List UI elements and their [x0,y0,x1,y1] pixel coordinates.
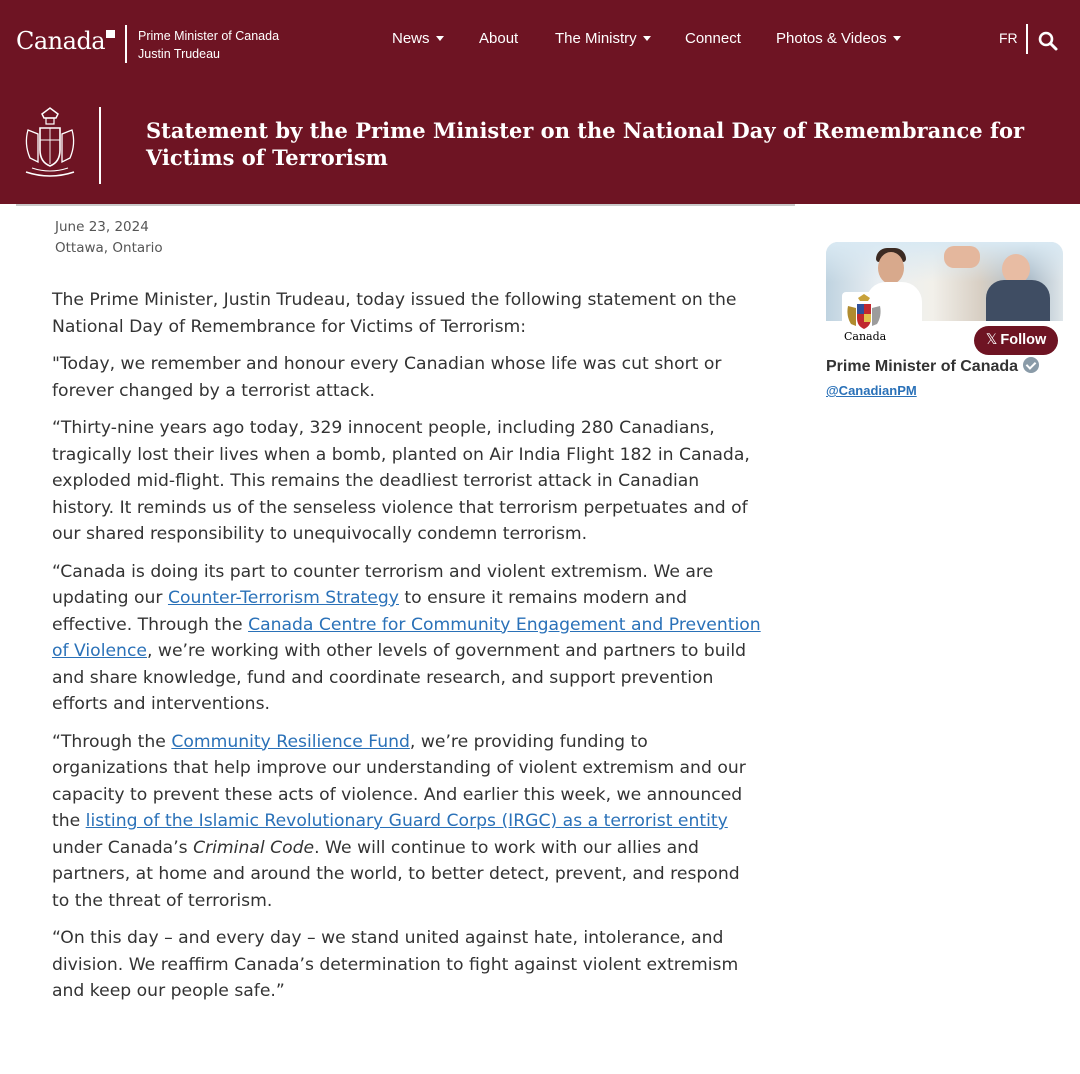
twitter-follow-button[interactable] [974,326,1058,355]
nav-ministry-label: The Ministry [555,30,637,47]
coat-of-arms-icon [842,292,886,332]
nav-about[interactable] [479,30,518,47]
article-body [52,287,762,1016]
crest-divider [99,107,101,184]
p5-text-c: under Canada’s [52,837,194,858]
nav-news[interactable] [392,30,444,47]
release-date: June 23, 2024 [55,219,149,235]
brand-divider [125,25,127,63]
office-line-1: Prime Minister of Canada [138,29,280,43]
p5-text-b: , we’re providing funding to organizations that help improve our understanding of violent extremism and our capacity to prevent these acts of violence. And earlier this week, we announced the [52,731,746,831]
dateline [55,217,163,259]
title-rule [16,204,795,206]
caret-down-icon [436,36,444,41]
coat-of-arms-icon [20,104,80,184]
twitter-account-name[interactable] [826,357,1039,376]
paragraph-5 [52,729,762,915]
community-resilience-fund-link[interactable]: Community Resilience Fund [171,731,410,752]
paragraph-3: “Thirty-nine years ago today, 329 innocent people, including 280 Canadians, tragically lost their lives when a bomb, planted on Air India Flight 182 in Canada, exploded mid-flight. This remains the deadliest terrorist attack in Canadian history. It reminds us of the senseless violence that terrorism perpetuates and of our shared responsibility to unequivocally condemn terrorism. [52,418,750,544]
office-line-2: Justin Trudeau [138,47,220,61]
language-toggle[interactable]: FR [999,30,1018,46]
x-logo-icon: 𝕏 [985,332,998,348]
paragraph-2: "Today, we remember and honour every Canadian whose life was cut short or forever changed by a terrorist attack. [52,354,722,401]
nav-about-label: About [479,30,519,47]
office-name[interactable] [138,27,279,63]
canada-wordmark-logo[interactable] [16,27,115,55]
search-icon [1037,30,1059,52]
verified-badge-icon [1023,357,1039,373]
counter-terrorism-strategy-link[interactable]: Counter-Terrorism Strategy [167,588,399,608]
nav-connect-label: Connect [685,30,741,47]
twitter-handle-link[interactable]: @CanadianPM [826,383,917,398]
search-button[interactable] [1037,30,1059,52]
wordmark-text: Canada [16,27,106,55]
nav-photos-videos[interactable] [776,30,901,47]
twitter-profile-card [826,242,1064,398]
lang-divider [1026,24,1028,54]
criminal-code-text: Criminal Code [193,837,315,858]
nav-connect[interactable] [685,30,741,47]
canada-centre-link[interactable]: Canada Centre for Community Engagement and Prevention of Violence [52,614,761,661]
p4-text-a: “Canada is doing its part to counter terrorism and violent extremism. We are updating our [52,561,714,608]
irgc-listing-link[interactable]: listing of the Islamic Revolutionary Guard Corps (IRGC) as a terrorist entity [85,811,728,831]
p4-text-c: , we’re working with other levels of government and partners to build and share knowledge, fund and coordinate research, and support prevention efforts and interventions. [52,641,747,714]
twitter-name-text: Prime Minister of Canada [826,358,1019,375]
release-location: Ottawa, Ontario [55,240,163,256]
nav-news-label: News [392,30,430,47]
nav-photos-label: Photos & Videos [776,30,887,47]
caret-down-icon [893,36,901,41]
caret-down-icon [643,36,651,41]
paragraph-6: “On this day – and every day – we stand united against hate, intolerance, and division. We reaffirm Canada’s determination to fight against violent extremism and keep our people safe.” [52,928,739,1001]
twitter-avatar-wordmark: Canada [844,330,887,343]
p4-text-b: to ensure it remains modern and effective. Through the [52,588,687,635]
p5-text-a: “Through the [52,731,172,752]
paragraph-4 [52,559,762,718]
paragraph-intro: The Prime Minister, Justin Trudeau, today issued the following statement on the National Day of Remembrance for Victims of Terrorism: [52,290,737,337]
flag-icon [106,30,115,38]
p5-text-d: . We will continue to work with our allies and partners, at home and around the world, to better detect, prevent, and respond to the threat of terrorism. [52,837,740,911]
follow-label: Follow [1000,332,1047,348]
page-title: Statement by the Prime Minister on the National Day of Remembrance for Victims of Terrorism [146,118,1025,170]
nav-the-ministry[interactable] [555,30,651,47]
